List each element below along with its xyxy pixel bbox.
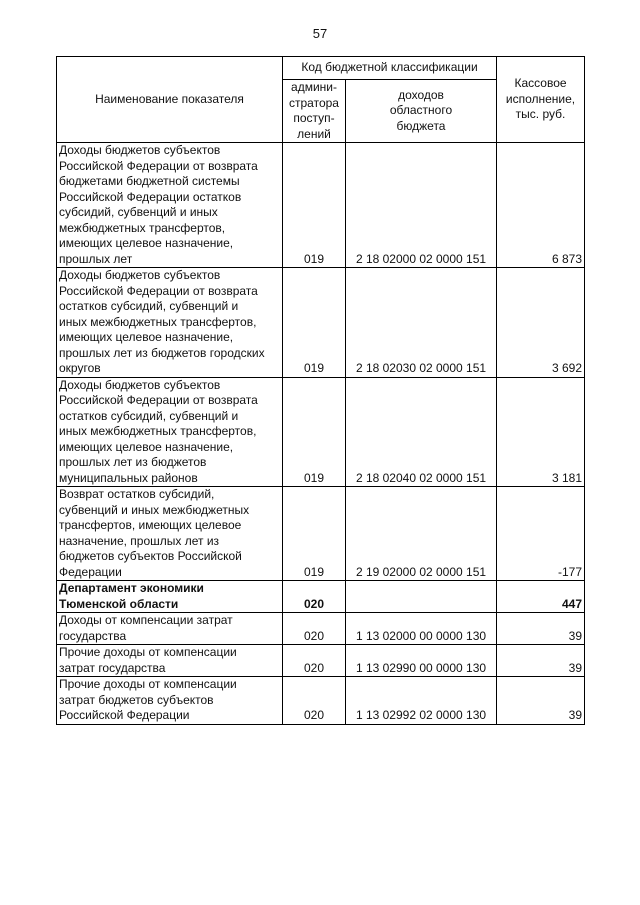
department-income-code xyxy=(346,581,497,613)
budget-revenue-table xyxy=(56,56,585,725)
table-row xyxy=(57,677,585,725)
row-amount: 39 xyxy=(497,677,585,725)
row-amount: 39 xyxy=(497,613,585,645)
row-income-code: 2 18 02030 02 0000 151 xyxy=(346,268,497,378)
row-income-code: 1 13 02992 02 0000 130 xyxy=(346,677,497,725)
row-admin-code: 019 xyxy=(283,268,346,378)
row-amount: 39 xyxy=(497,645,585,677)
department-amount: 447 xyxy=(497,581,585,613)
header-row-top xyxy=(57,57,585,80)
row-income-code: 1 13 02000 00 0000 130 xyxy=(346,613,497,645)
header-indicator-name: Наименование показателя xyxy=(57,57,283,143)
row-amount: 3 692 xyxy=(497,268,585,378)
header-cash-execution: Кассовое исполнение, тыс. руб. xyxy=(497,57,585,143)
row-admin-code: 020 xyxy=(283,645,346,677)
row-admin-code: 020 xyxy=(283,613,346,645)
header-revenue-administrator: админи- стратора поступ- лений xyxy=(283,80,346,143)
row-indicator-name: Доходы бюджетов субъектов Российской Федерации от возврата бюджетами бюджетной системы Российской Федерации остатков субсидий, субвенций и иных межбюджетных трансфертов, имеющих целевое назначение, прошлых лет xyxy=(57,143,283,268)
table-row xyxy=(57,645,585,677)
table-row xyxy=(57,377,585,487)
department-admin-code: 020 xyxy=(283,581,346,613)
row-indicator-name: Прочие доходы от компенсации затрат государства xyxy=(57,645,283,677)
table-row xyxy=(57,613,585,645)
header-regional-budget-income: доходов областного бюджета xyxy=(346,80,497,143)
row-income-code: 2 19 02000 02 0000 151 xyxy=(346,487,497,581)
header-budget-classification-code: Код бюджетной классификации xyxy=(283,57,497,80)
row-indicator-name: Доходы бюджетов субъектов Российской Федерации от возврата остатков субсидий, субвенций и иных межбюджетных трансфертов, имеющих целевое назначение, прошлых лет из бюджетов городских округов xyxy=(57,268,283,378)
row-income-code: 2 18 02000 02 0000 151 xyxy=(346,143,497,268)
row-admin-code: 020 xyxy=(283,677,346,725)
row-amount: -177 xyxy=(497,487,585,581)
row-admin-code: 019 xyxy=(283,487,346,581)
row-indicator-name: Прочие доходы от компенсации затрат бюджетов субъектов Российской Федерации xyxy=(57,677,283,725)
row-amount: 3 181 xyxy=(497,377,585,487)
department-name: Департамент экономики Тюменской области xyxy=(57,581,283,613)
row-admin-code: 019 xyxy=(283,377,346,487)
table-row xyxy=(57,268,585,378)
table-row-department xyxy=(57,581,585,613)
row-amount: 6 873 xyxy=(497,143,585,268)
table-row xyxy=(57,143,585,268)
page-number: 57 xyxy=(312,26,328,41)
row-indicator-name: Доходы от компенсации затрат государства xyxy=(57,613,283,645)
table-row xyxy=(57,487,585,581)
row-indicator-name: Возврат остатков субсидий, субвенций и иных межбюджетных трансфертов, имеющих целевое назначение, прошлых лет из бюджетов субъектов Российской Федерации xyxy=(57,487,283,581)
row-income-code: 1 13 02990 00 0000 130 xyxy=(346,645,497,677)
row-indicator-name: Доходы бюджетов субъектов Российской Федерации от возврата остатков субсидий, субвенций и иных межбюджетных трансфертов, имеющих целевое назначение, прошлых лет из бюджетов муниципальных районов xyxy=(57,377,283,487)
row-income-code: 2 18 02040 02 0000 151 xyxy=(346,377,497,487)
row-admin-code: 019 xyxy=(283,143,346,268)
